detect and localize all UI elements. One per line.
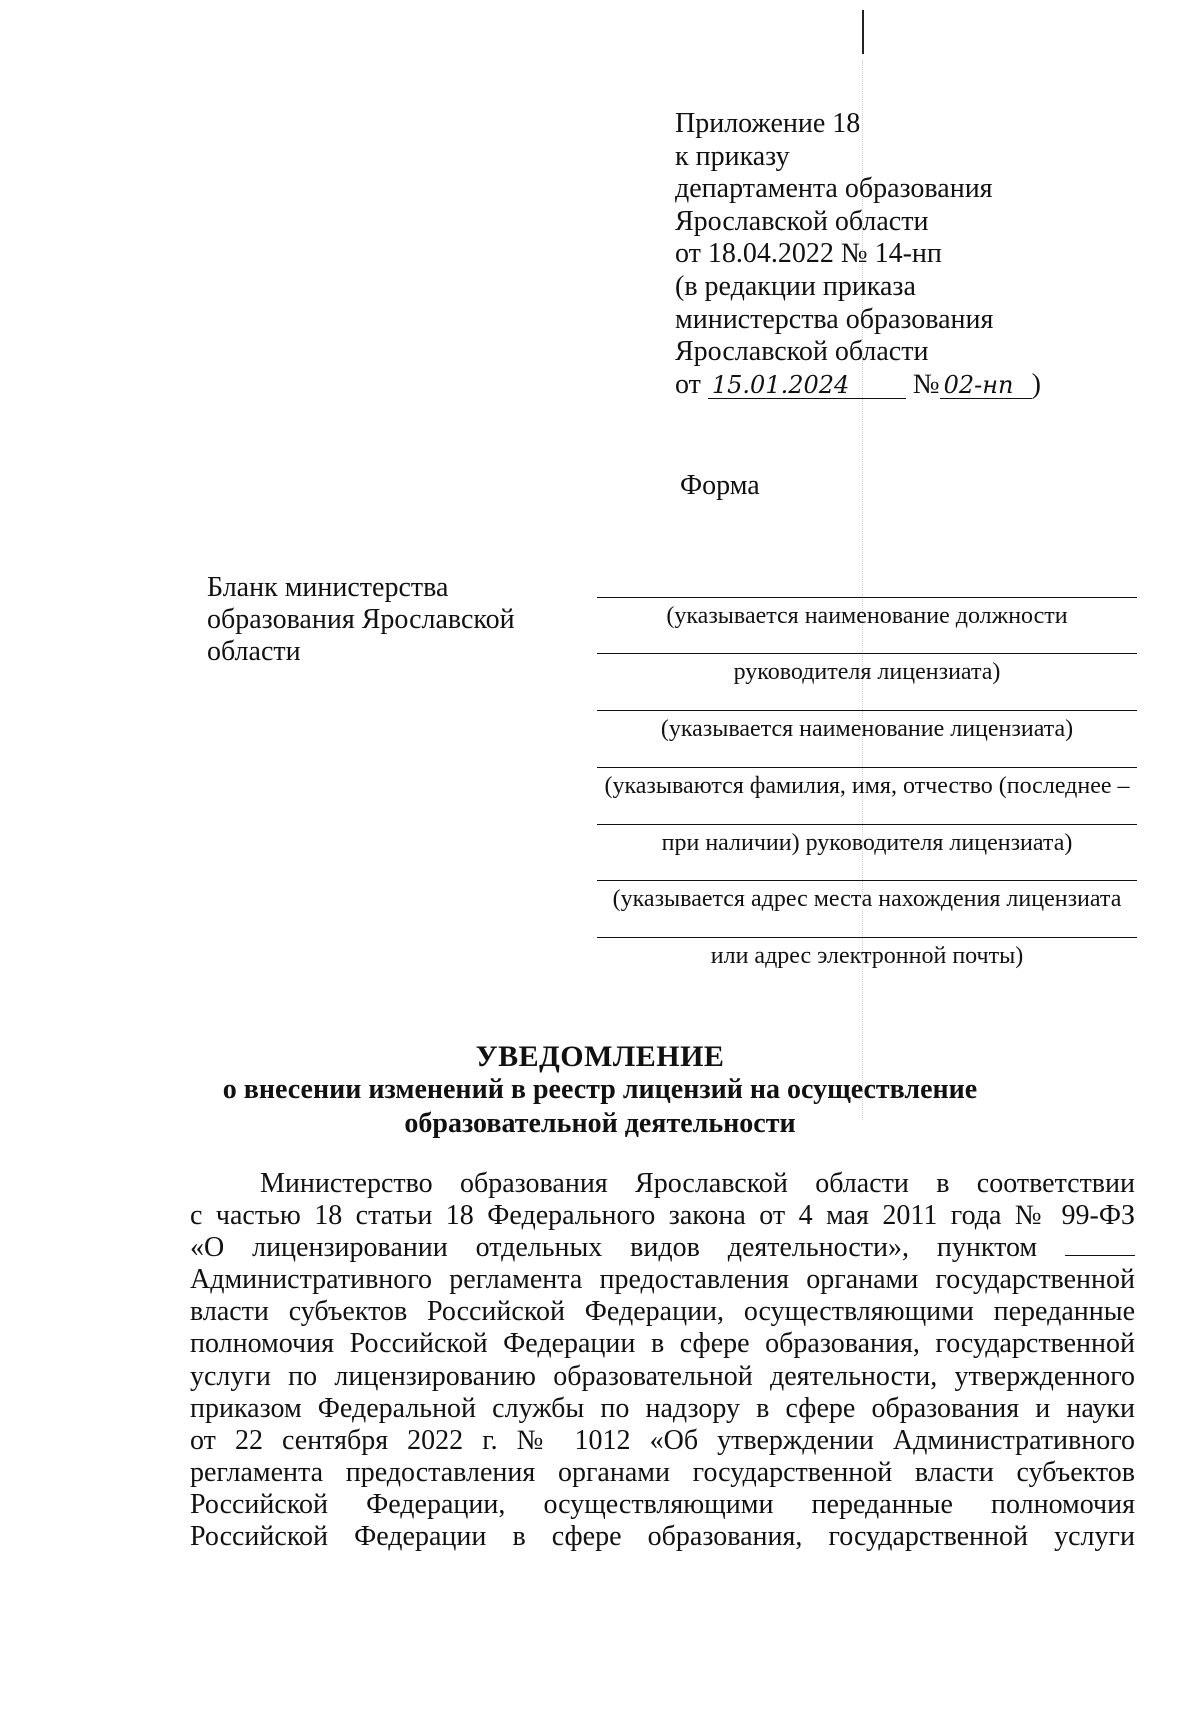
letterhead-placeholder	[207, 572, 515, 668]
body-line: Российской Федерации, осуществляющими переданные полномочия	[190, 1488, 1135, 1520]
appendix-line: Приложение 18	[675, 108, 861, 139]
recipient-caption: при наличии) руководителя лицензиата)	[661, 830, 1073, 856]
letterhead-line: образования Ярославской	[207, 604, 515, 635]
recipient-caption: или адрес электронной почты)	[710, 943, 1024, 969]
recipient-caption: (указывается адрес места нахождения лицензиата	[612, 886, 1122, 912]
body-line: Административного регламента предоставления органами государственной	[190, 1264, 1135, 1296]
body-line: Российской Федерации в сфере образования, государственной услуги	[190, 1521, 1135, 1553]
body-line-with-blank	[190, 1232, 1135, 1264]
body-line: Министерство образования Ярославской области в соответствии	[260, 1168, 1135, 1199]
appendix-line: Ярославской области	[675, 205, 929, 237]
fill-line	[597, 597, 1137, 598]
fill-line	[597, 767, 1137, 768]
recipient-caption: (указываются фамилия, имя, отчество (последнее –	[604, 773, 1130, 799]
letterhead-line: области	[207, 636, 301, 667]
body-line: с частью 18 статьи 18 Федерального закона от 4 мая 2011 года № 99-ФЗ	[190, 1200, 1135, 1232]
document-subtitle: образовательной деятельности	[404, 1108, 796, 1139]
recipient-caption: (указывается наименование лицензиата)	[660, 716, 1074, 742]
body-line-text: «О лицензировании отдельных видов деятельности», пунктом	[190, 1232, 1038, 1264]
form-label: Форма	[680, 470, 760, 501]
body-line: регламента предоставления органами государственной власти субъектов	[190, 1456, 1135, 1488]
fill-line	[597, 880, 1137, 881]
body-line: приказом Федеральной службы по надзору в сфере образования и науки	[190, 1392, 1135, 1424]
close-paren: )	[1031, 368, 1041, 400]
appendix-date-line	[675, 369, 1041, 402]
appendix-line: департамента образования	[675, 173, 993, 205]
handwritten-number: 02-нп	[940, 372, 1032, 399]
appendix-line: Ярославской области	[675, 336, 929, 368]
fill-line	[597, 937, 1137, 938]
body-paragraph	[190, 1168, 1135, 1553]
fill-line	[597, 653, 1137, 654]
document-subtitle: о внесении изменений в реестр лицензий на осуществление	[222, 1074, 978, 1105]
body-line: услуги по лицензированию образовательной деятельности, утвержденного	[190, 1360, 1135, 1392]
fill-line	[597, 824, 1137, 825]
body-line: власти субъектов Российской Федерации, осуществляющими переданные	[190, 1296, 1135, 1328]
blank-item-number-field	[1065, 1235, 1135, 1256]
appendix-line: к приказу	[675, 140, 790, 172]
document-title: УВЕДОМЛЕНИЕ	[475, 1040, 725, 1073]
appendix-line: (в редакции приказа	[675, 270, 916, 302]
body-line: полномочия Российской Федерации в сфере образования, государственной	[190, 1328, 1135, 1360]
appendix-line: от 18.04.2022 № 14-нп	[675, 238, 942, 270]
appendix-header	[675, 108, 1041, 401]
page-edge-mark	[862, 10, 864, 54]
recipient-caption: руководителя лицензиата)	[733, 659, 1001, 685]
letterhead-line: Бланк министерства	[207, 572, 449, 603]
body-line: от 22 сентября 2022 г. № 1012 «Об утверждении Административного	[190, 1424, 1135, 1456]
fill-line	[597, 710, 1137, 711]
appendix-line: министерства образования	[675, 303, 994, 335]
number-label: №	[912, 368, 940, 400]
ot-label: от	[675, 368, 701, 400]
recipient-caption: (указывается наименование должности	[666, 603, 1068, 629]
handwritten-date: 15.01.2024	[708, 372, 906, 399]
